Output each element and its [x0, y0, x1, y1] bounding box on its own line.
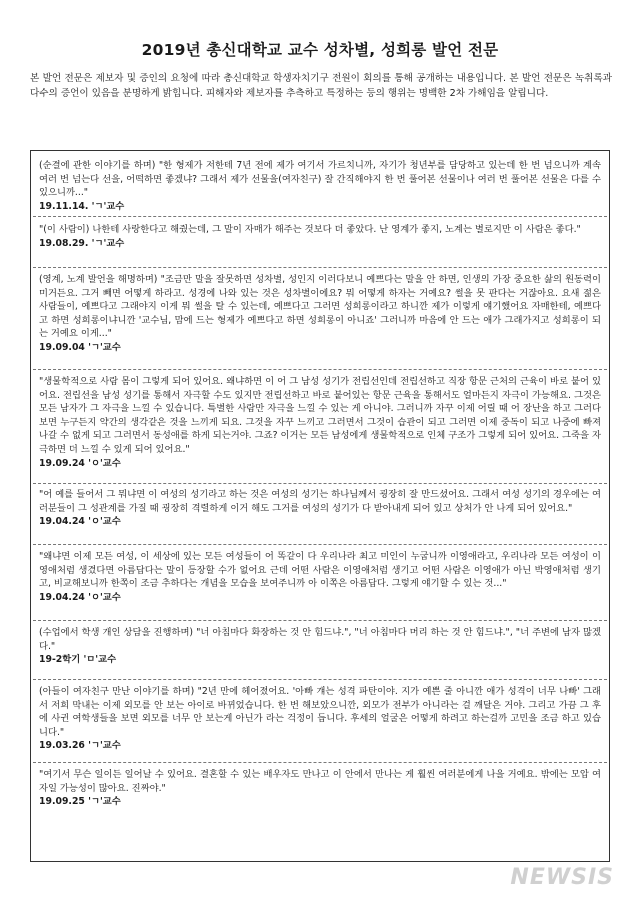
entry-divider — [33, 267, 607, 268]
statements-box — [30, 150, 610, 862]
statement-entry — [39, 375, 601, 470]
statement-source: 19.04.24 'ㅇ'교수 — [39, 516, 121, 528]
entry-divider — [33, 679, 607, 680]
statement-text: "어 예를 들어서 그 뭐냐면 이 여성의 성기라고 하는 것은 여성의 성기는 하나님께서 굉장히 잘 만드셨어요. 그래서 여성 성기의 경우에는 여러분들이 그 성관계를 가질 때 굉장히 격렬하게 이거 해도 그거를 여성의 성기가 다 받아내게 되어 있고 상처가 안 나게 되어 있어요." — [39, 489, 601, 514]
statement-source: 19.08.29. 'ㄱ'교수 — [39, 237, 125, 249]
entry-divider — [33, 544, 607, 545]
statement-source: 19.09.24 'ㅇ'교수 — [39, 457, 121, 469]
entry-divider — [33, 369, 607, 370]
entry-divider — [33, 762, 607, 763]
statement-text: "왜냐면 이제 모든 여성, 이 세상에 있는 모든 여성들이 어 똑같이 다 우리나라 최고 미인이 누굽니까 이영애라고, 우리나라 모든 여성이 이영애처럼 생겼다면 아름답다는 말이 등장할 수가 없어요 근데 어떤 사람은 이영애처럼 생기고 어떤 사람은 이영애가 아닌 박영애처럼 생기고, 비교해보니까 한쪽이 조금 추하다는 개념을 모습을 보여주니까 아 이쪽은 아름답다. 그렇게 얘기할 수 있는 것..." — [39, 551, 601, 590]
statement-text: "(이 사람이) 나한테 사랑한다고 해줬는데, 그 말이 자매가 해주는 것보다 더 좋았다. 난 영계가 좋지, 노계는 별로지만 이 사람은 좋다." — [39, 224, 581, 235]
statement-text: "여기서 무슨 일이든 일어날 수 있어요. 결혼할 수 있는 배우자도 만나고 이 안에서 만나는 게 훨씬 여러분에게 나을 거예요. 밖에는 모압 여자일 가능성이 많아요. 진짜야." — [39, 769, 601, 794]
statement-entry — [39, 550, 601, 604]
entry-divider — [33, 620, 607, 621]
statement-entry — [39, 768, 601, 809]
statement-source: 19-2학기 'ㅁ'교수 — [39, 654, 117, 666]
statement-source: 19.09.04 'ㄱ'교수 — [39, 341, 121, 353]
entry-divider — [33, 216, 607, 217]
document-intro: 본 발언 전문은 제보자 및 증인의 요청에 따라 총신대학교 학생자치기구 전원이 회의를 통해 공개하는 내용입니다. 본 발언 전문은 녹취록과 다수의 증언이 있음을 분명하게 밝힙니다. 피해자와 제보자를 추측하고 특정하는 등의 행위는 명백한 2차 가해임을 알립니다. — [30, 73, 612, 99]
statement-text: (영계, 노계 발언을 해명하며) "조금만 말을 잘못하면 성차별, 성인지 이러다보니 예쁘다는 말을 안 하면, 인생의 가장 중요한 삶의 원동력이 미거든요. 그거 빼면 어떻게 하라고. 성경에 나와 있는 것은 성차별이에요? 뭐 어떻게 하자는 거예요? 썰을 못 판다는 거잖아요. 요새 젊은 사람들이, 예쁘다고 그래야지 이게 뭐 썰을 탈 수 있는데, 예쁘다고 그러면 성희롱이라고 하니깐 제가 이렇게 얘기했어요 자매한테, 예쁘다고 하면 성희롱이냐니깐 '교수님, 맘에 드는 형제가 예쁘다고 하면 성희롱이 아니죠' 그러니까 마음에 안 드는 애가 그래가지고 성희롱이 되는 거예요 이게..." — [39, 274, 601, 340]
statement-text: (순결에 관한 이야기를 하며) "한 형제가 저한테 7년 전에 제가 여기서 가르치니까, 자기가 청년부를 담당하고 있는데 한 번 넘으니까 계속 여러 번 넘는다 선을, 어떡하면 좋겠냐? 그래서 제가 선물을(여자친구) 잘 간직해야지 한 번 풀어본 선물이나 여러 번 풀어본 선물은 다를 수 있으니까..." — [39, 160, 601, 199]
document-title: 2019년 총신대학교 교수 성차별, 성희롱 발언 전문 — [141, 41, 499, 59]
statement-source: 19.04.24 'ㅇ'교수 — [39, 591, 121, 603]
statement-entry — [39, 159, 601, 213]
statement-source: 19.11.14. 'ㄱ'교수 — [39, 200, 125, 212]
statement-entry — [39, 685, 601, 753]
statement-entry — [39, 223, 601, 250]
statement-text: (아들이 여자친구 만난 이야기를 하며) "2년 만에 헤어졌어요. '아빠 걔는 성격 파탄이야. 지가 예쁜 줄 아니깐 애가 성격이 너무 나빠' 그래서 저희 막내는 이제 외모를 안 보는 아이로 바뀌었습니다. 한 번 해보았으니깐, 외모가 전부가 아니라는 걸 깨달은 거야. 그리고 가끔 그 후에 사귄 여학생들을 보면 외모를 너무 안 보는게 아닌가 라는 걱정이 듭니다. 후세의 얼굴은 어떻게 하려고 하는걸까 고민을 조금 하고 있습니다." — [39, 686, 601, 738]
statement-source: 19.03.26 'ㄱ'교수 — [39, 740, 121, 752]
statement-source: 19.09.25 'ㄱ'교수 — [39, 796, 121, 808]
statement-text: (수업에서 학생 개인 상담을 진행하며) "너 아침마다 화장하는 것 안 힘드냐.", "너 아침마다 머리 하는 것 안 힘드냐.", "너 주변에 남자 많겠다." — [39, 627, 601, 652]
statement-entry — [39, 626, 601, 667]
statement-text: "생물학적으로 사람 몸이 그렇게 되어 있어요. 왜냐하면 이 어 그 남성 성기가 전립선인데 전립선하고 직장 항문 근처의 근육이 바로 붙어 있어요. 전립선을 남성 성기를 통해서 자극할 수도 있지만 전립선하고 바로 붙어있는 항문 근육을 통해서도 얼마든지 자극이 가능해요. 그것은 모든 남자가 그 자극을 느낄 수 있습니다. 특별한 사람만 자극을 느낄 수 있는 게 아니야. 그러니까 자꾸 이제 어릴 때 어 장난을 하고 그러다 보면 누구든지 약간의 생각같은 것을 느끼게 되요. 그것을 자꾸 느끼고 그러면서 그것이 습관이 되고 그러면 이제 중독이 되고 나중에 빠져나갈 수 없게 되고 그러면서 동성애를 하게 되는거야. 그죠? 이거는 모든 남성에게 생물학적으로 인체 구조가 그렇게 되어 있어요. 그죽을 자극하면 더 느낄 수 있게 되어 있어요." — [39, 376, 602, 455]
entry-divider — [33, 483, 607, 484]
statement-entry — [39, 488, 601, 529]
newsis-watermark: NEWSIS — [510, 865, 614, 890]
statement-entry — [39, 273, 601, 355]
